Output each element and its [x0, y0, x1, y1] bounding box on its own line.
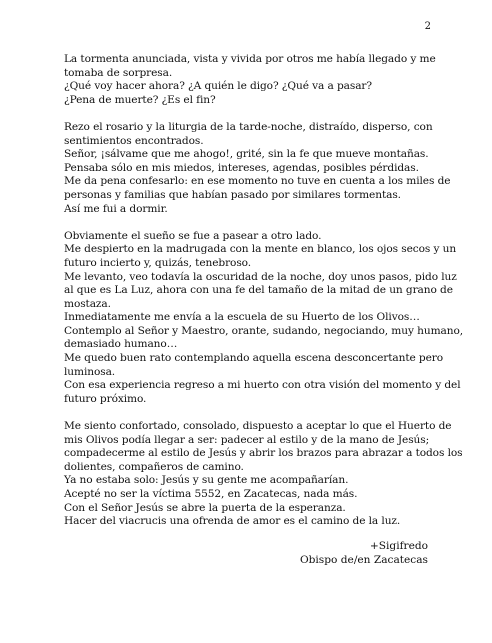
text-line: Señor, ¡sálvame que me ahogo!, grité, sin la fe que mueve montañas.	[64, 148, 429, 161]
text-line: Inmediatamente me envía a la escuela de su Huerto de los Olivos…	[64, 311, 420, 324]
paragraph	[64, 53, 440, 107]
text-line: Hacer del viacrucis una ofrenda de amor es el camino de la luz.	[64, 515, 401, 528]
text-line: luminosa.	[64, 365, 116, 378]
text-line: mis Olivos podía llegar a ser: padecer al estilo y de la mano de Jesús;	[64, 433, 430, 446]
text-line: Me quedo buen rato contemplando aquella escena desconcertante pero	[64, 352, 444, 365]
text-line: futuro próximo.	[64, 392, 147, 405]
text-line: Con el Señor Jesús se abre la puerta de la esperanza.	[64, 501, 346, 514]
text-line: ¿Qué voy hacer ahora? ¿A quién le digo? ¿Qué va a pasar?	[64, 80, 372, 93]
text-line: compadecerme al estilo de Jesús y abrir los brazos para abrazar a todos los	[64, 447, 463, 460]
text-line: demasiado humano…	[64, 338, 178, 351]
page-number: 2	[424, 21, 431, 32]
text-line: Me despierto en la madrugada con la mente en blanco, los ojos secos y un	[64, 243, 457, 256]
text-line: personas y familias que habían pasado por similares tormentas.	[64, 188, 401, 201]
signature-title: Obispo de/en Zacatecas	[299, 553, 428, 566]
text-line: Acepté no ser la víctima 5552, en Zacatecas, nada más.	[64, 488, 358, 500]
text-line: La tormenta anunciada, vista y vivida por otros me había llegado y me	[64, 53, 436, 65]
signature-name: +Sigifredo	[369, 540, 428, 552]
text-line: dolientes, compañeros de camino.	[64, 460, 244, 473]
text-line: tomaba de sorpresa.	[64, 66, 173, 79]
text-line: Contemplo al Señor y Maestro, orante, sudando, negociando, muy humano,	[64, 324, 463, 337]
paragraph	[64, 120, 451, 216]
text-line: mostaza.	[64, 297, 111, 310]
text-line: Pensaba sólo en mis miedos, intereses, agendas, posibles pérdidas.	[64, 161, 419, 174]
letter-body	[64, 53, 463, 542]
text-line: futuro incierto y, quizás, tenebroso.	[64, 256, 252, 269]
text-line: sentimientos encontrados.	[64, 134, 204, 147]
text-line: Me levanto, veo todavía la oscuridad de la noche, doy unos pasos, pido luz	[64, 270, 457, 283]
paragraph	[64, 229, 463, 407]
text-line: Me siento confortado, consolado, dispuesto a aceptar lo que el Huerto de	[64, 420, 452, 433]
paragraph	[64, 420, 463, 529]
text-line: Con esa experiencia regreso a mi huerto con otra visión del momento y del	[64, 379, 461, 392]
text-line: Así me fui a dormir.	[64, 202, 168, 215]
text-line: ¿Pena de muerte? ¿Es el fin?	[64, 93, 216, 106]
text-line: Me da pena confesarlo: en ese momento no tuve en cuenta a los miles de	[64, 175, 451, 188]
text-line: Obviamente el sueño se fue a pasear a otro lado.	[64, 229, 322, 242]
text-line: al que es La Luz, ahora con una fe del tamaño de la mitad de un grano de	[64, 284, 453, 297]
text-line: Rezo el rosario y la liturgia de la tarde-noche, distraído, disperso, con	[64, 120, 433, 133]
text-line: Ya no estaba solo: Jesús y su gente me acompañarían.	[64, 474, 349, 487]
signature-block	[250, 540, 428, 567]
